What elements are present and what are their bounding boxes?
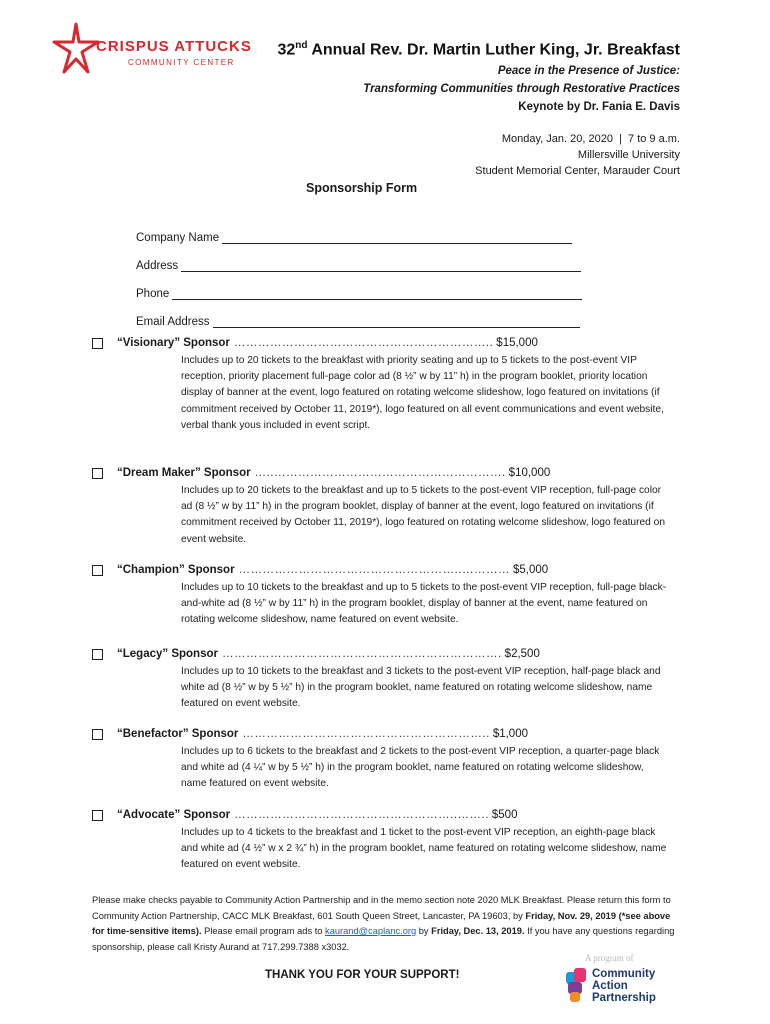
payment-instructions: Please make checks payable to Community Action Partnership and in the memo section note 2020 MLK Breakfast. Please return this form to Community Action Partnership, CACC MLK Breakfast, 601 South Queen Street, Lancaster, PA 19603, by Friday, Nov. 29, 2019 (*see above for time-sensitive items). Please email program ads to kaurand@caplanc.org by Friday, Dec. 13, 2019. If you have any questions regarding sponsorship, please call Kristy Aurand at 717.299.7388 x3032. [92,895,675,952]
phone-field[interactable]: Phone [136,272,582,300]
event-details [475,131,680,179]
legacy-checkbox[interactable] [92,649,103,660]
level-description: Includes up to 10 tickets to the breakfast and up to 5 tickets to the post-event VIP reception, full-page black-and-white ad (8 ½” w by 11” h) in the program booklet, display of banner at the event, name featured on rotating welcome slideshow, name featured on event website. [181,582,667,626]
level-benefactor: “Benefactor” Sponsor …………………………………………………….. $1,000 Includes up to 6 tickets to the breakfast and 2 tickets to the post-event VIP reception, a quarter-page black and white ad (4 ¼” w by 5 ½” h) in the program booklet, name featured on rotating welcome slideshow, name featured on event website. [92,728,682,793]
level-name: “Benefactor” Sponsor [117,728,239,740]
form-title: Sponsorship Form [306,181,418,195]
level-legacy: “Legacy” Sponsor ……………………………………………………………. $2,500 Includes up to 10 tickets to the breakfast and 3 tickets to the post-event VIP reception, half-page black and white ad (8 ½” w by 5 ½” h) in the program booklet, name featured on rotating welcome slideshow, name featured on event website. [92,648,682,713]
level-amount: $15,000 [496,337,538,349]
level-visionary: “Visionary” Sponsor ……………………………………………………….. $15,000 Includes up to 20 tickets to the breakfast with priority seating and up to 5 tickets to the post-event VIP reception, priority placement full-page color ad (8 ½” w by 11” h) in the program booklet, priority location display of banner at the event, logo featured on rotating welcome slideshow, logo featured on invitations (if commitment received by October 11, 2019*), logo featured on all event communications and event website, verbal thank yous included in event script. [92,337,682,434]
event-header [220,40,680,116]
thank-you-message: THANK YOU FOR YOUR SUPPORT! [265,969,460,981]
level-amount: $1,000 [492,728,528,740]
contact-fields [136,216,582,328]
advocate-checkbox[interactable] [92,810,103,821]
deadline-2: Friday, Dec. 13, 2019. [431,926,525,936]
level-name: “Legacy” Sponsor [117,648,218,660]
event-date: Monday, Jan. 20, 2020 | 7 to 9 a.m. [501,133,680,145]
level-name: “Champion” Sponsor [117,564,235,576]
level-name: “Visionary” Sponsor [117,337,230,349]
level-description: Includes up to 4 tickets to the breakfast and 1 ticket to the post-event VIP reception, an eighth-page black and white ad (4 ½” w x 2 ¾” h) in the program booklet, name featured on rotating welcome slideshow, name featured on event website. [181,827,667,871]
benefactor-checkbox[interactable] [92,729,103,740]
email-link[interactable]: kaurand@caplanc.org [325,926,417,936]
level-dream-maker: “Dream Maker” Sponsor …..…………………………………………………. $10,000 Includes up to 20 tickets to the breakfast and up to 5 tickets to the post-event VIP reception, full-page color ad (8 ½” w by 11” h) in the program booklet, display of banner at the event, logo featured on invitations (if commitment received by October 11, 2019*), logo featured on rotating welcome slideshow, logo featured on event website. [92,467,682,548]
star-figure-icon [52,22,100,76]
level-description: Includes up to 6 tickets to the breakfast and 2 tickets to the post-event VIP reception, a quarter-page black and white ad (4 ¼” w by 5 ½” h) in the program booklet, name featured on rotating welcome slideshow, name featured on event website. [181,746,660,790]
event-location: Student Memorial Center, Marauder Court [475,165,680,177]
theme-line-1: Peace in the Presence of Justice: [497,65,680,78]
event-venue: Millersville University [577,149,680,161]
a-program-of-label: A program of [585,953,634,963]
company-name-field[interactable]: Company Name [136,216,582,244]
level-name: “Advocate” Sponsor [117,809,231,821]
logo-name: CRISPUS ATTUCKS [96,38,252,55]
level-description: Includes up to 20 tickets to the breakfast and up to 5 tickets to the post-event VIP reception, full-page color ad (8 ½” w by 11” h) in the program booklet, display of banner at the event, logo featured on invitations (if commitment received by October 11, 2019*), logo featured on rotating welcome slideshow, logo featured on event website. [181,485,665,545]
keynote-line: Keynote by Dr. Fania E. Davis [518,101,680,114]
level-name: “Dream Maker” Sponsor [117,467,251,479]
level-description: Includes up to 10 tickets to the breakfast and 3 tickets to the post-event VIP reception, half-page black and white ad (8 ½” w by 5 ½” h) in the program booklet, name featured on rotating welcome slideshow, name featured on event website. [181,666,661,710]
dream-maker-checkbox[interactable] [92,468,103,479]
visionary-checkbox[interactable] [92,338,103,349]
cap-logo-icon [566,968,590,1004]
deadline-1: Friday, Nov. 29, 2019 (*see above for time-sensitive items). [92,910,671,936]
level-amount: $2,500 [504,648,540,660]
theme-line-2: Transforming Communities through Restorative Practices [363,83,680,96]
level-amount: $500 [491,809,518,821]
address-field[interactable]: Address [136,244,582,272]
logo-subtitle: COMMUNITY CENTER [128,58,235,67]
level-description: Includes up to 20 tickets to the breakfast with priority seating and up to 5 tickets to the post-event VIP reception, priority placement full-page color ad (8 ½” w by 11” h) in the program booklet, priority location display of banner at the event, logo featured on rotating welcome slideshow, logo featured on invitations (if commitment received by October 11, 2019*), logo featured on all event communications and event website, verbal thank yous included in event script. [181,355,664,431]
email-address-field[interactable]: Email Address [136,300,582,328]
page-title: 32nd Annual Rev. Dr. Martin Luther King, Jr. Breakfast [277,40,680,59]
champion-checkbox[interactable] [92,565,103,576]
level-advocate: “Advocate” Sponsor ………………………………………………..…….. $500 Includes up to 4 tickets to the breakfast and 1 ticket to the post-event VIP reception, an eighth-page black and white ad (4 ½” w x 2 ¾” h) in the program booklet, name featured on rotating welcome slideshow, name featured on event website. [92,809,682,874]
level-amount: $5,000 [512,564,549,576]
level-amount: $10,000 [508,467,551,479]
community-action-partnership-logo: Community Action Partnership [566,966,676,1006]
level-champion: “Champion” Sponsor ………………………………………………..………… $5,000 Includes up to 10 tickets to the breakfast and up to 5 tickets to the post-event VIP reception, full-page black-and-white ad (8 ½” w by 11” h) in the program booklet, display of banner at the event, name featured on rotating welcome slideshow, name featured on event website. [92,564,682,629]
